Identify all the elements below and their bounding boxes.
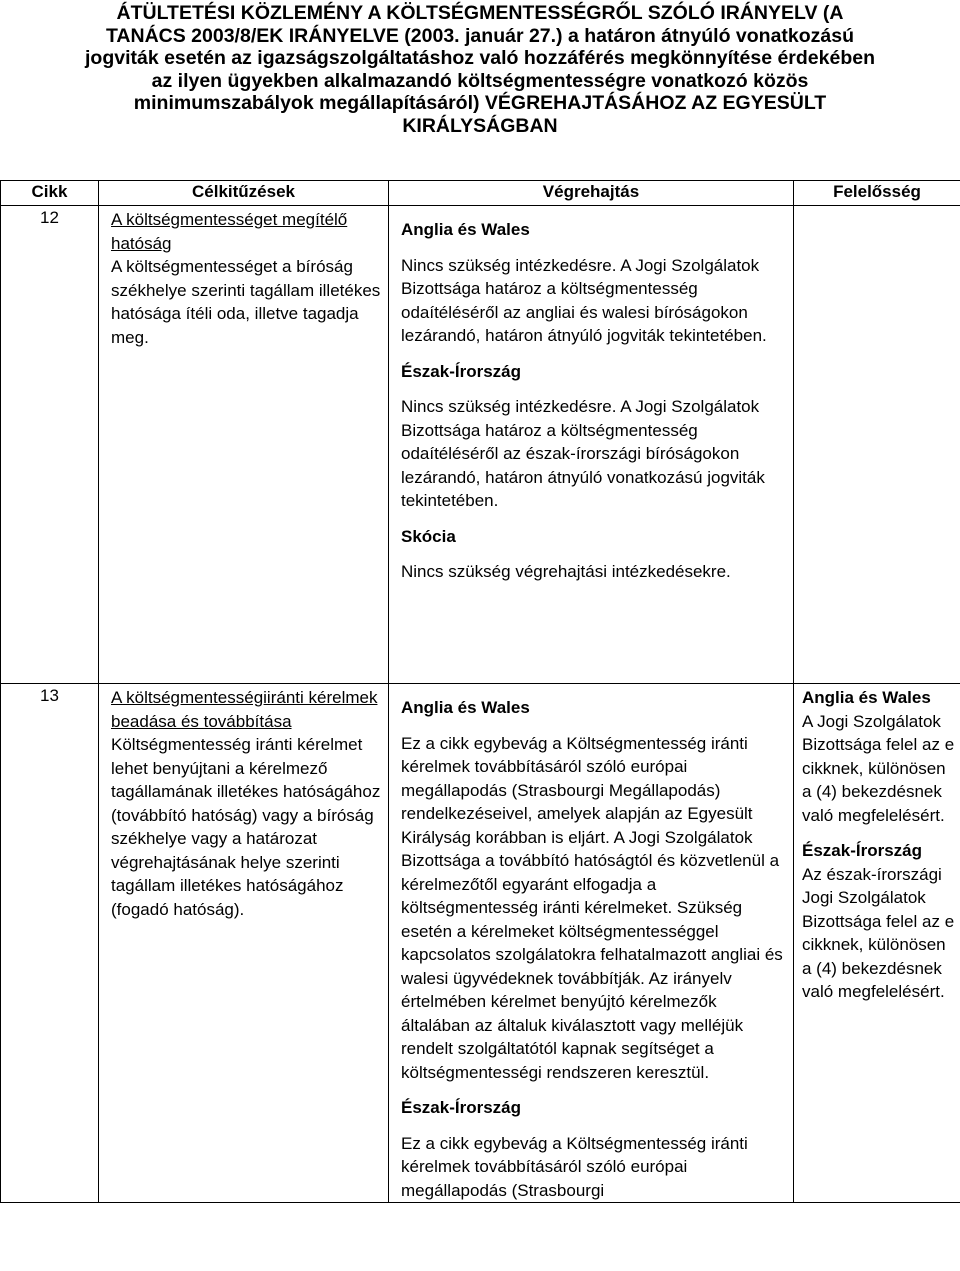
objective-cell — [99, 206, 389, 684]
region-heading: Anglia és Wales — [401, 698, 530, 717]
region-text: Nincs szükség intézkedésre. A Jogi Szolgálatok Bizottsága határoz a költségmentesség odaítéléséről az angliai és walesi bíróságokon lezárandó, határon átnyúló jogviták tekintetében. — [401, 255, 767, 345]
title-line: jogviták esetén az igazságszolgáltatáshoz való hozzáférés megkönnyítése érdekében — [84, 47, 876, 69]
title-line: az ilyen ügyekben alkalmazandó költségmentességre vonatkozó közös — [151, 69, 809, 92]
table-row — [1, 684, 960, 1203]
region-heading: Anglia és Wales — [401, 220, 530, 239]
header-implementation: Végrehajtás — [389, 181, 794, 206]
table-header-row — [1, 181, 960, 206]
region-heading: Észak-Írország — [802, 841, 922, 860]
title-line: minimumszabályok megállapításáról) VÉGREHAJTÁSÁHOZ AZ EGYESÜLT — [133, 92, 827, 114]
article-number: 13 — [1, 684, 99, 1203]
article-number: 12 — [1, 206, 99, 684]
responsibility-cell — [794, 206, 960, 684]
title-line: TANÁCS 2003/8/EK IRÁNYELVE (2003. január 27.) a határon átnyúló vonatkozású — [105, 24, 855, 47]
title-line: KIRÁLYSÁGBAN — [402, 114, 558, 137]
region-text: Nincs szükség végrehajtási intézkedésekre. — [401, 562, 731, 581]
region-heading: Észak-Írország — [401, 361, 521, 381]
transposition-table — [0, 180, 960, 1203]
objective-title: A költségmentességiiránti kérelmek beadása és továbbítása — [111, 688, 378, 731]
responsibility-text: A Jogi Szolgálatok Bizottsága felel az e cikknek, különösen a (4) bekezdésnek való megfelelésért. — [802, 711, 955, 825]
responsibility-text: Az észak-írországi Jogi Szolgálatok Bizottsága felel az e cikknek, különösen a (4) bekezdésnek való megfelelésért. — [802, 864, 955, 1001]
table-row — [1, 206, 960, 684]
implementation-cell — [389, 684, 794, 1203]
responsibility-cell — [794, 684, 960, 1203]
region-heading: Észak-Írország — [401, 1098, 521, 1117]
implementation-cell — [389, 206, 794, 684]
region-text: Ez a cikk egybevág a Költségmentesség iránti kérelmek továbbításáról szóló európai megállapodás (Strasbourgi — [401, 1133, 748, 1200]
header-objectives: Célkitűzések — [99, 181, 389, 206]
header-responsibility: Felelősség — [794, 181, 960, 206]
region-heading: Anglia és Wales — [802, 688, 931, 707]
objective-cell — [99, 684, 389, 1203]
objective-text: Költségmentesség iránti kérelmet lehet benyújtani a kérelmező tagállamának illetékes hatóságához (továbbító hatóság) vagy a bíróság székhelye vagy a határozat végrehajtásának helye szerinti tagállam illetékes hatóságához (fogadó hatóság). — [111, 735, 381, 919]
title-line: ÁTÜLTETÉSI KÖZLEMÉNY A KÖLTSÉGMENTESSÉGRŐL SZÓLÓ IRÁNYELV (A — [116, 2, 844, 24]
document-title — [0, 2, 960, 137]
region-text: Ez a cikk egybevág a Költségmentesség iránti kérelmek továbbításáról szóló európai megállapodás (Strasbourgi Megállapodás) rendelkezéseivel, amelyek alapján az Egyesült Királyság korábban is eljárt. A Jogi Szolgálatok Bizottsága a továbbító hatóságtól és közvetlenül a kérelmezőtől egyaránt elfogadja a költségmentesség iránti kérelmeket. Szükség esetén a kérelmeket költségmentességgel kapcsolatos szolgálatokra felhatalmazott angliai és walesi ügyvédeknek továbbítják. Az irányelv értelmében kérelmet benyújtó kérelmezők általában az általuk kiválasztott vagy melléjük rendelt szolgáltatótól kapnak segítséget a költségmentességi rendszeren keresztül. — [401, 733, 783, 1082]
region-heading: Skócia — [401, 526, 456, 546]
header-article: Cikk — [1, 181, 99, 206]
objective-text: A költségmentességet a bíróság székhelye szerinti tagállam illetékes hatósága ítéli oda, illetve tagadja meg. — [111, 257, 381, 347]
objective-title: A költségmentességet megítélő hatóság — [111, 210, 348, 253]
region-text: Nincs szükség intézkedésre. A Jogi Szolgálatok Bizottsága határoz a költségmentesség odaítéléséről az észak-írországi bíróságokon lezárandó, határon átnyúló vonatkozású jogviták tekintetében. — [401, 397, 765, 510]
